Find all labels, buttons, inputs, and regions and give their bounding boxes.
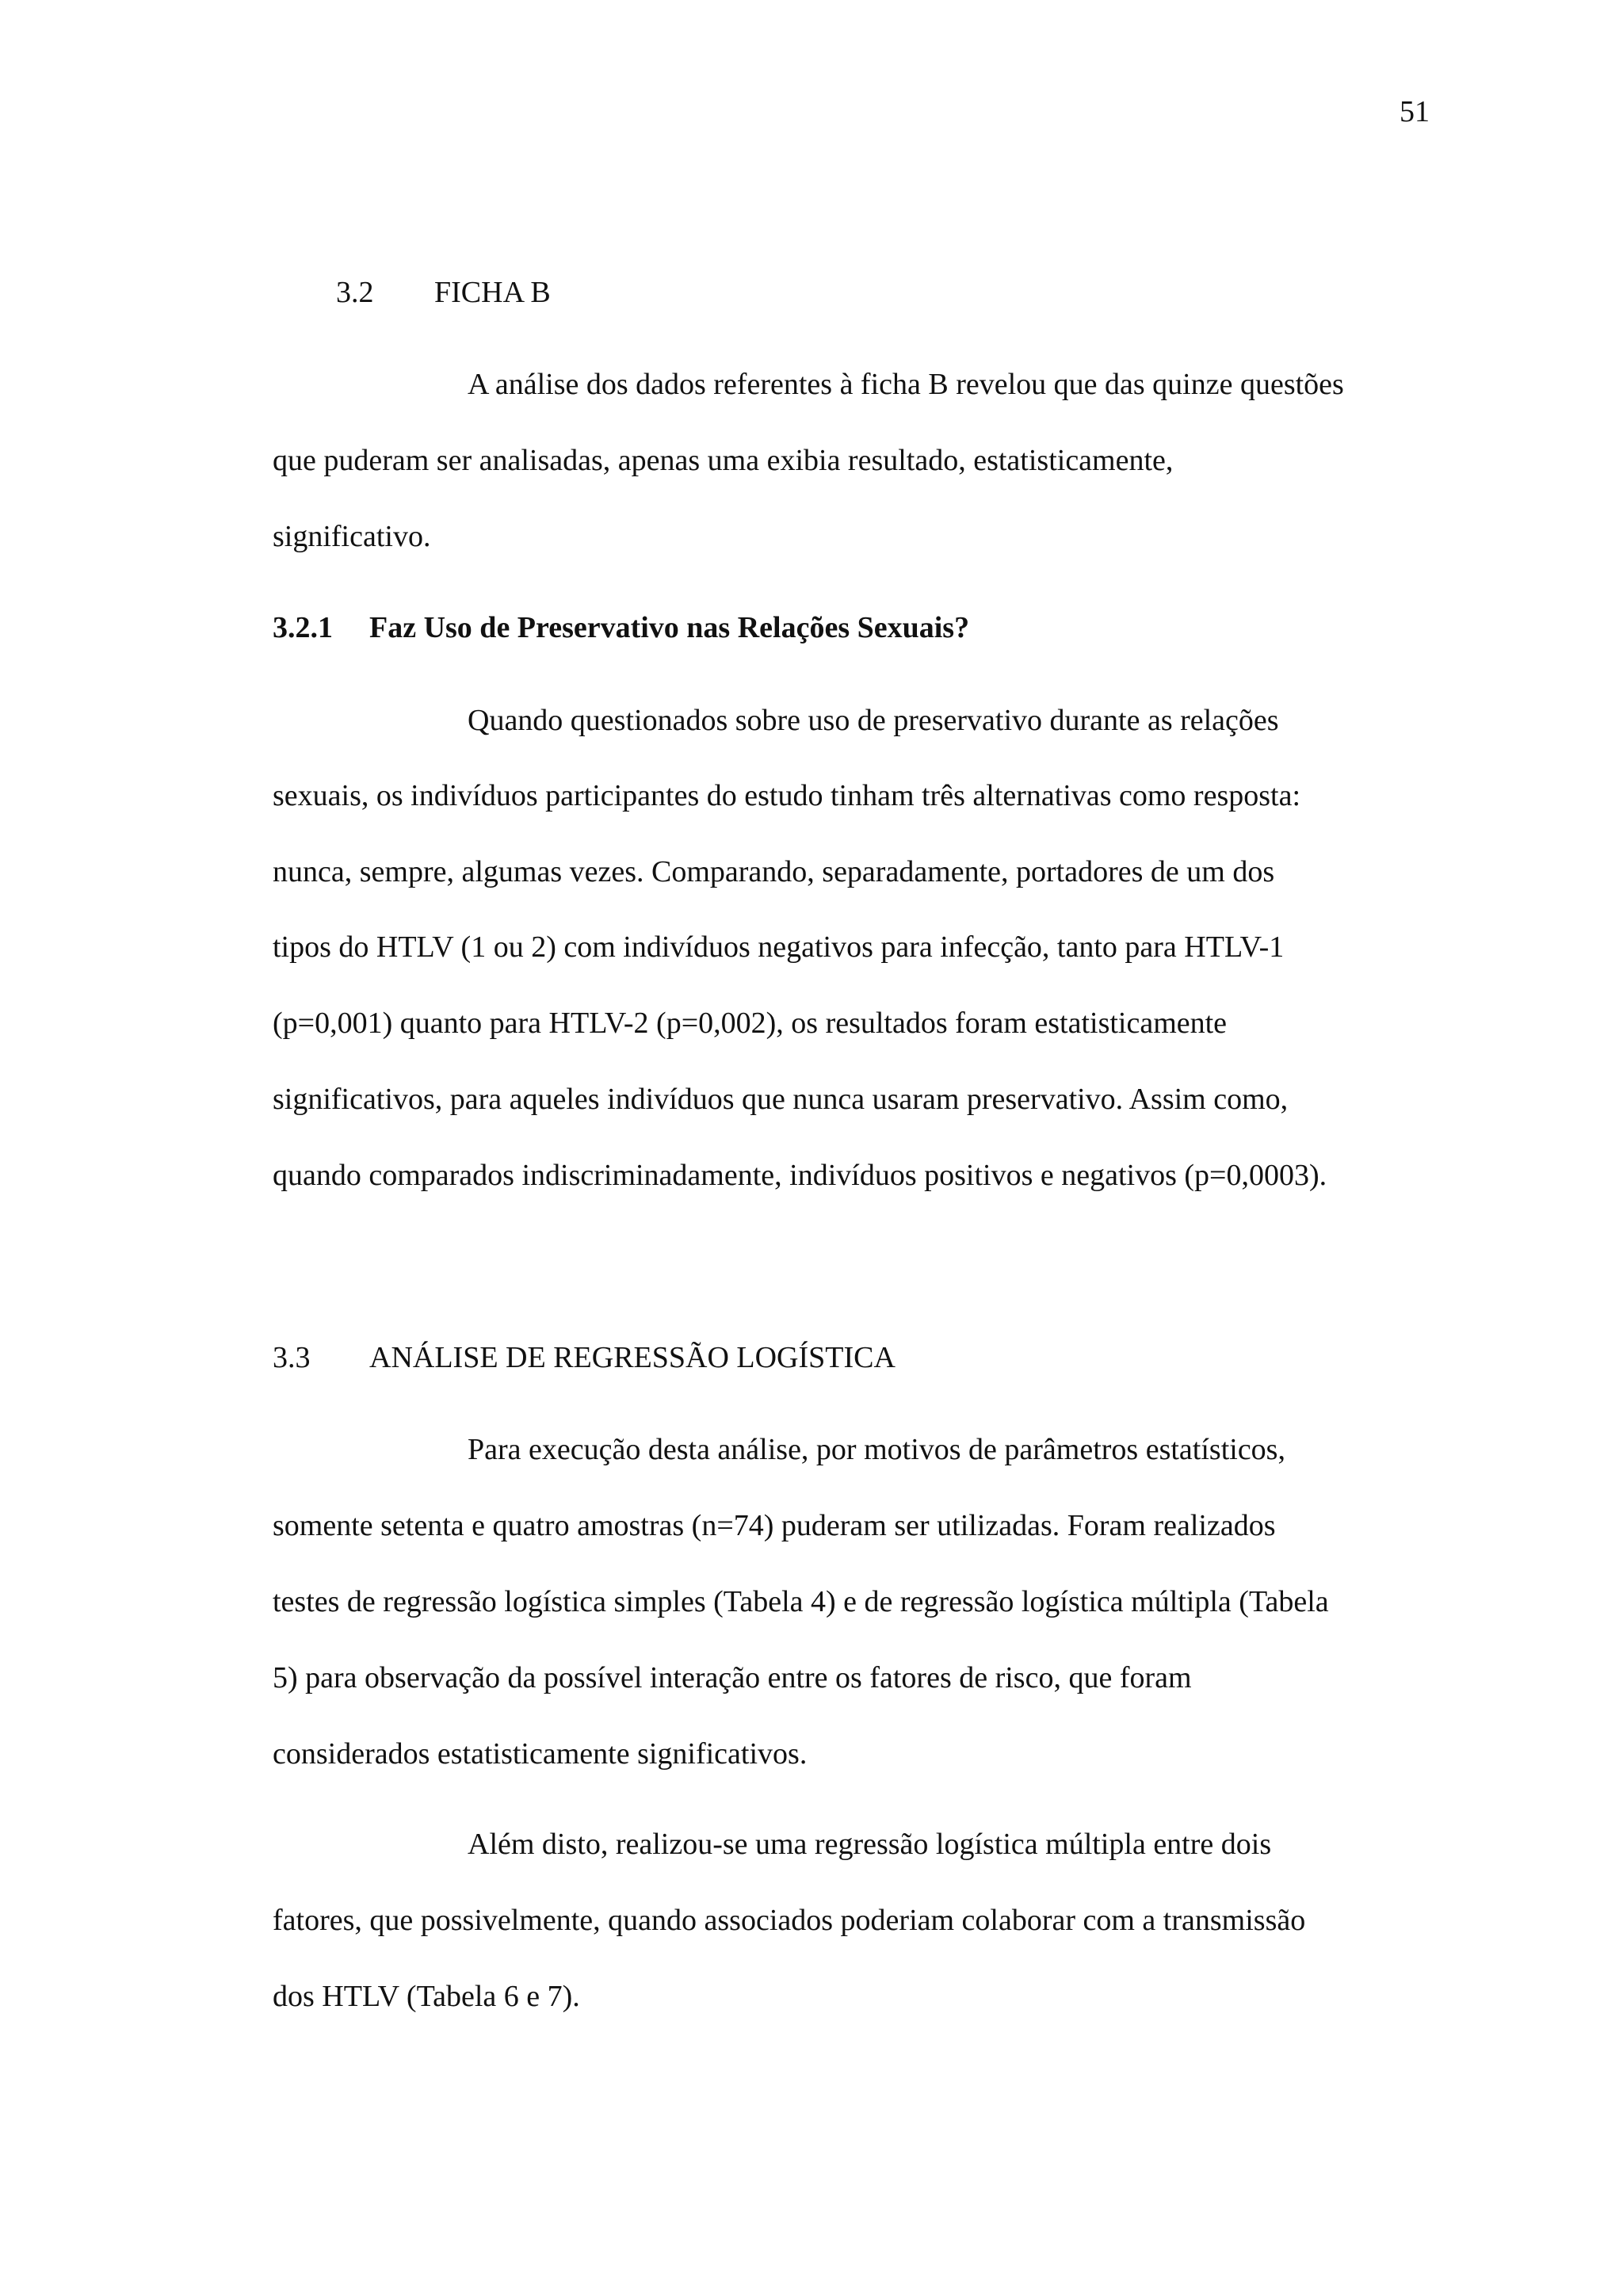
section-3-3-paragraph-1-line-2: somente setenta e quatro amostras (n=74) puderam ser utilizadas. Foram realizados — [273, 1509, 1276, 1542]
section-3-2-paragraph-line-1: A análise dos dados referentes à ficha B revelou que das quinze questões — [468, 368, 1344, 401]
section-3-2-1-paragraph-line-5: (p=0,001) quanto para HTLV-2 (p=0,002), os resultados foram estatisticamente — [273, 1007, 1228, 1040]
section-3-2-number: 3.2 — [336, 276, 374, 309]
section-3-2-heading — [336, 277, 551, 308]
section-3-2-1-paragraph-line-3: nunca, sempre, algumas vezes. Comparando, separadamente, portadores de um dos — [273, 855, 1275, 888]
section-3-2-1-paragraph-line-1: Quando questionados sobre uso de preservativo durante as relações — [468, 704, 1279, 737]
section-3-2-1-title: Faz Uso de Preservativo nas Relações Sexuais? — [369, 611, 970, 644]
section-3-3-paragraph-1-line-3: testes de regressão logística simples (Tabela 4) e de regressão logística múltipla (Tabela — [273, 1585, 1329, 1618]
section-3-2-1-number: 3.2.1 — [273, 611, 333, 644]
page-number: 51 — [1400, 95, 1430, 128]
section-3-2-1-heading — [273, 613, 969, 643]
section-3-2-1-paragraph-line-7: quando comparados indiscriminadamente, indivíduos positivos e negativos (p=0,0003). — [273, 1159, 1327, 1192]
section-3-3-heading — [273, 1343, 896, 1373]
section-3-2-paragraph-line-3: significativo. — [273, 520, 431, 553]
section-3-3-paragraph-2-line-2: fatores, que possivelmente, quando associados poderiam colaborar com a transmissão — [273, 1904, 1306, 1937]
section-3-3-number: 3.3 — [273, 1341, 311, 1374]
section-3-2-title: FICHA B — [434, 276, 551, 309]
section-3-2-paragraph-line-2: que puderam ser analisadas, apenas uma exibia resultado, estatisticamente, — [273, 444, 1174, 477]
section-3-3-paragraph-2-line-1: Além disto, realizou-se uma regressão logística múltipla entre dois — [468, 1828, 1272, 1861]
section-3-3-paragraph-1-line-4: 5) para observação da possível interação entre os fatores de risco, que foram — [273, 1661, 1192, 1694]
section-3-2-1-paragraph-line-2: sexuais, os indivíduos participantes do estudo tinham três alternativas como resposta: — [273, 779, 1301, 812]
section-3-3-paragraph-1-line-5: considerados estatisticamente significativos. — [273, 1737, 808, 1771]
section-3-2-1-paragraph-line-4: tipos do HTLV (1 ou 2) com indivíduos negativos para infecção, tanto para HTLV-1 — [273, 930, 1285, 964]
section-3-3-title: ANÁLISE DE REGRESSÃO LOGÍSTICA — [369, 1341, 896, 1374]
section-3-3-paragraph-2-line-3: dos HTLV (Tabela 6 e 7). — [273, 1980, 580, 2013]
section-3-2-1-paragraph-line-6: significativos, para aqueles indivíduos que nunca usaram preservativo. Assim como, — [273, 1083, 1289, 1116]
section-3-3-paragraph-1-line-1: Para execução desta análise, por motivos de parâmetros estatísticos, — [468, 1433, 1285, 1466]
